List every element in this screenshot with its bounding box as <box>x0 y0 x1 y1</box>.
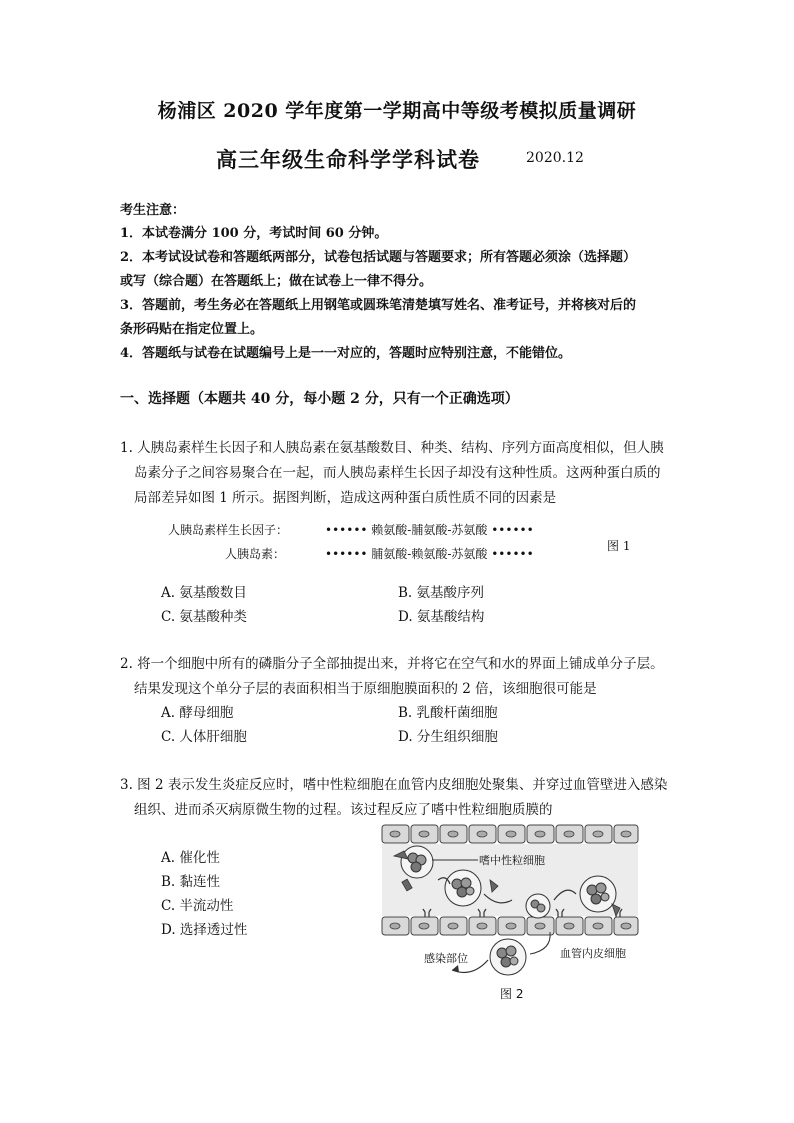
q1-option-b: B. 氨基酸序列 <box>398 585 485 601</box>
q2-option-c: C. 人体肝细胞 <box>161 729 247 745</box>
q3-stem: 组织、进而杀灭病原微生物的过程。该过程反应了嗜中性粒细胞质膜的 <box>134 802 553 818</box>
q3-stem: 3. 图 2 表示发生炎症反应时，嗜中性粒细胞在血管内皮细胞处聚集、并穿过血管壁进入感染 <box>120 777 668 793</box>
q1-stem: 岛素分子之间容易聚合在一起，而人胰岛素样生长因子却没有这种性质。这两种蛋白质的 <box>134 465 661 481</box>
q3-option-a: A. 催化性 <box>161 850 220 866</box>
neutrophil-cell <box>445 870 481 906</box>
fig1-row2-sequence: •••••• 脯氨酸-赖氨酸-苏氨酸 •••••• <box>325 547 534 561</box>
q1-stem: 局部差异如图 1 所示。据图判断，造成这两种蛋白质性质不同的因素是 <box>134 490 557 506</box>
fig1-caption: 图 1 <box>607 539 631 553</box>
fig2-blood-vessel-diagram <box>380 822 640 1007</box>
q2-option-a: A. 酵母细胞 <box>161 705 234 721</box>
neutrophil-cell <box>580 876 616 912</box>
notice-line: 1．本试卷满分 100 分，考试时间 60 分钟。 <box>120 226 388 241</box>
fig2-label-neutrophil: 嗜中性粒细胞 <box>479 854 545 867</box>
notice-line: 条形码贴在指定位置上。 <box>120 322 264 337</box>
fig1-row1-sequence: •••••• 赖氨酸-脯氨酸-苏氨酸 •••••• <box>325 523 534 537</box>
exam-title: 杨浦区 2020 学年度第一学期高中等级考模拟质量调研 <box>157 100 637 122</box>
q2-option-d: D. 分生组织细胞 <box>398 729 498 745</box>
q1-option-d: D. 氨基酸结构 <box>398 609 485 625</box>
notice-heading: 考生注意： <box>120 203 186 218</box>
exam-subtitle: 高三年级生命科学学科试卷 <box>216 147 480 172</box>
neutrophil-cell <box>401 846 433 878</box>
q2-stem: 结果发现这个单分子层的表面积相当于原细胞膜面积的 2 倍，该细胞很可能是 <box>134 681 597 697</box>
fig1-row1-label: 人胰岛素样生长因子： <box>168 523 289 537</box>
neutrophil-cell <box>490 939 526 975</box>
notice-line: 或写（综合题）在答题纸上；做在试卷上一律不得分。 <box>120 274 433 289</box>
notice-line: 4．答题纸与试卷在试题编号上是一一对应的，答题时应特别注意，不能错位。 <box>120 346 572 361</box>
q3-option-d: D. 选择透过性 <box>161 922 248 938</box>
q1-option-a: A. 氨基酸数目 <box>161 585 247 601</box>
fig2-label-endothelial: 血管内皮细胞 <box>560 947 626 960</box>
q1-option-c: C. 氨基酸种类 <box>161 609 247 625</box>
q2-option-b: B. 乳酸杆菌细胞 <box>398 705 498 721</box>
neutrophil-cell <box>526 894 550 918</box>
notice-line: 3．答题前，考生务必在答题纸上用钢笔或圆珠笔清楚填写姓名、准考证号，并将核对后的 <box>120 298 637 313</box>
fig1-row2-label: 人胰岛素： <box>225 547 286 561</box>
section-heading: 一、选择题（本题共 40 分，每小题 2 分，只有一个正确选项） <box>120 391 519 407</box>
notice-line: 2．本考试设试卷和答题纸两部分，试卷包括试题与答题要求；所有答题必须涂（选择题） <box>120 250 637 265</box>
q3-option-c: C. 半流动性 <box>161 898 234 914</box>
fig2-caption: 图 2 <box>500 987 524 1001</box>
q2-stem: 2. 将一个细胞中所有的磷脂分子全部抽提出来，并将它在空气和水的界面上铺成单分子层。 <box>120 656 664 672</box>
exam-date: 2020.12 <box>526 150 584 166</box>
q1-stem: 1. 人胰岛素样生长因子和人胰岛素在氨基酸数目、种类、结构、序列方面高度相似，但人胰 <box>120 440 664 456</box>
fig2-label-infection: 感染部位 <box>424 952 468 965</box>
q3-option-b: B. 黏连性 <box>161 874 221 890</box>
